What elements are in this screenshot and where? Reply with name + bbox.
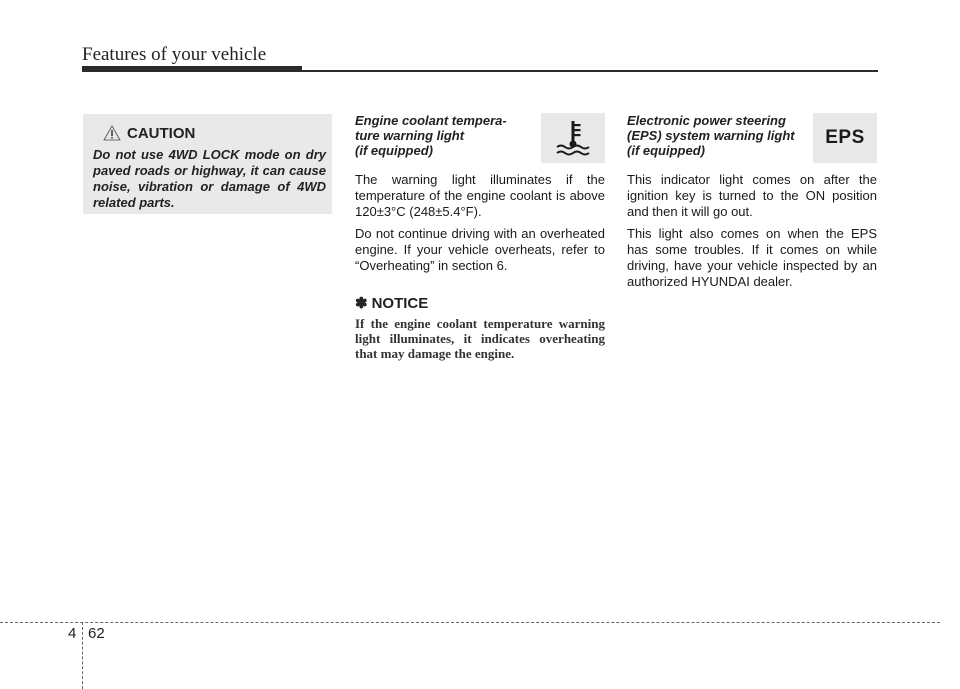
eps-title-line-1: Electronic power steering bbox=[627, 113, 786, 128]
coolant-paragraph-2: Do not continue driving with an overheated engine. If your vehicle overheats, refer to “Overheating” in section 6. bbox=[355, 226, 605, 273]
notice-text: If the engine coolant temperature warning light illuminates, it indicates overheating that may damage the engine. bbox=[355, 316, 605, 361]
caution-box bbox=[83, 114, 332, 214]
page-header-title: Features of your vehicle bbox=[82, 44, 267, 65]
caution-text: Do not use 4WD LOCK mode on dry paved roads or highway, it can cause noise, vibration or damage of 4WD related parts. bbox=[93, 147, 326, 210]
eps-title-line-3: (if equipped) bbox=[627, 143, 705, 158]
coolant-title-line-1: Engine coolant tempera- bbox=[355, 113, 507, 128]
coolant-paragraph-1: The warning light illuminates if the temperature of the engine coolant is above 120±3°C (248±5.4°F). bbox=[355, 172, 605, 219]
eps-heading bbox=[627, 110, 877, 168]
coolant-icon-box bbox=[541, 113, 605, 163]
caution-title: CAUTION bbox=[127, 124, 196, 142]
footer-divider bbox=[82, 622, 83, 689]
notice-header bbox=[355, 294, 605, 312]
eps-icon-box bbox=[813, 113, 877, 163]
eps-section bbox=[627, 110, 877, 290]
eps-warning-icon: EPS bbox=[825, 127, 865, 148]
caution-header bbox=[103, 122, 326, 144]
coolant-heading bbox=[355, 110, 605, 168]
footer-rule bbox=[0, 622, 940, 623]
coolant-temperature-icon bbox=[553, 118, 593, 158]
warning-triangle-icon bbox=[103, 125, 121, 141]
coolant-title bbox=[355, 110, 530, 158]
eps-title-line-2: (EPS) system warning light bbox=[627, 128, 795, 143]
notice-title: NOTICE bbox=[371, 294, 429, 312]
eps-paragraph-2: This light also comes on when the EPS has some troubles. If it comes on while driving, have your vehicle inspected by an authorized HYUNDAI dealer. bbox=[627, 226, 877, 289]
header-rule-thin bbox=[300, 70, 878, 72]
page-number: 62 bbox=[88, 625, 105, 642]
chapter-number: 4 bbox=[68, 625, 77, 642]
header-rule-thick bbox=[82, 66, 302, 72]
coolant-title-line-2: ture warning light bbox=[355, 128, 465, 143]
coolant-title-line-3: (if equipped) bbox=[355, 143, 433, 158]
eps-title bbox=[627, 110, 802, 158]
notice-star-icon: ✽ bbox=[355, 295, 368, 312]
coolant-section bbox=[355, 110, 605, 361]
eps-paragraph-1: This indicator light comes on after the ignition key is turned to the ON position and then it will go out. bbox=[627, 172, 877, 219]
